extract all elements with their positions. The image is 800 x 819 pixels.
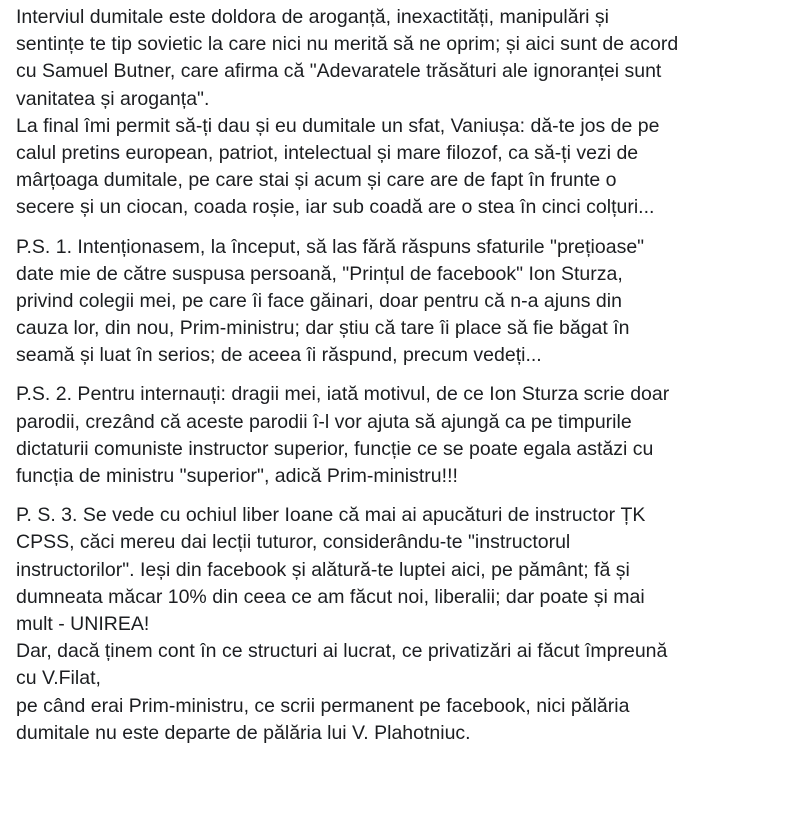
paragraph-ps-3 — [16, 502, 800, 747]
text-line: cauza lor, din nou, Prim-ministru; dar știu că tare îi place să fie băgat în — [16, 317, 630, 340]
text-line: funcția de ministru "superior", adică Prim-ministru!!! — [16, 465, 458, 487]
text-line: Interviul dumitale este doldora de aroganță, inexactități, manipulări și — [16, 6, 609, 28]
text-line: dictaturii comuniste instructor superior, funcție ce se poate egala astăzi cu — [16, 437, 654, 460]
paragraph-ps-1 — [16, 234, 800, 370]
text-line: pe când erai Prim-ministru, ce scrii permanent pe facebook, nici pălăria — [16, 694, 630, 717]
text-line: mult - UNIREA! — [16, 612, 150, 635]
text-line: date mie de către suspusa persoană, "Prințul de facebook" Ion Sturza, — [16, 262, 623, 285]
text-line: P. S. 3. Se vede cu ochiul liber Ioane că mai ai apucături de instructor ȚK — [16, 504, 646, 527]
text-line: mârțoaga dumitale, pe care stai și acum și care are de fapt în frunte o — [16, 169, 617, 192]
text-line: dumitale nu este departe de pălăria lui V. Plahotniuc. — [16, 721, 471, 744]
text-line: cu V.Filat, — [16, 667, 101, 690]
text-line: CPSS, căci mereu dai lecții tuturor, considerându-te "instructorul — [16, 531, 571, 554]
paragraph-ps-2 — [16, 381, 800, 490]
text-line: secere și un ciocan, coada roșie, iar sub coadă are o stea în cinci colțuri... — [16, 196, 655, 219]
text-line: La final îmi permit să-ți dau și eu dumitale un sfat, Vaniușa: dă-te jos de pe — [16, 114, 660, 137]
text-line: seamă și luat în serios; de aceea îi răspund, precum vedeți... — [16, 344, 542, 367]
text-line: sentințe te tip sovietic la care nici nu merită să ne oprim; și aici sunt de acord — [16, 33, 679, 56]
text-line: dumneata măcar 10% din ceea ce am făcut noi, liberalii; dar poate și mai — [16, 585, 645, 608]
text-line: Dar, dacă ținem cont în ce structuri ai lucrat, ce privatizări ai făcut împreună — [16, 640, 668, 663]
paragraph-main — [16, 4, 800, 222]
paragraph-spacer — [16, 222, 800, 234]
paragraph-spacer — [16, 490, 800, 502]
text-line: instructorilor". Ieși din facebook și alătură-te luptei aici, pe pământ; fă și — [16, 558, 630, 581]
text-line: privind colegii mei, pe care îi face găinari, doar pentru că n-a ajuns din — [16, 289, 622, 312]
text-line: P.S. 2. Pentru internauți: dragii mei, iată motivul, de ce Ion Sturza scrie doar — [16, 383, 670, 406]
text-line: parodii, crezând că aceste parodii î-l vor ajuta să ajungă ca pe timpurile — [16, 410, 632, 433]
text-line: calul pretins european, patriot, intelectual și mare filozof, ca să-ți vezi de — [16, 141, 639, 164]
text-line: P.S. 1. Intenționasem, la început, să las fără răspuns sfaturile "prețioase" — [16, 235, 645, 258]
paragraph-spacer — [16, 369, 800, 381]
text-line: cu Samuel Butner, care afirma că "Adevaratele trăsături ale ignoranței sunt — [16, 60, 662, 83]
text-line: vanitatea și aroganța". — [16, 87, 210, 110]
